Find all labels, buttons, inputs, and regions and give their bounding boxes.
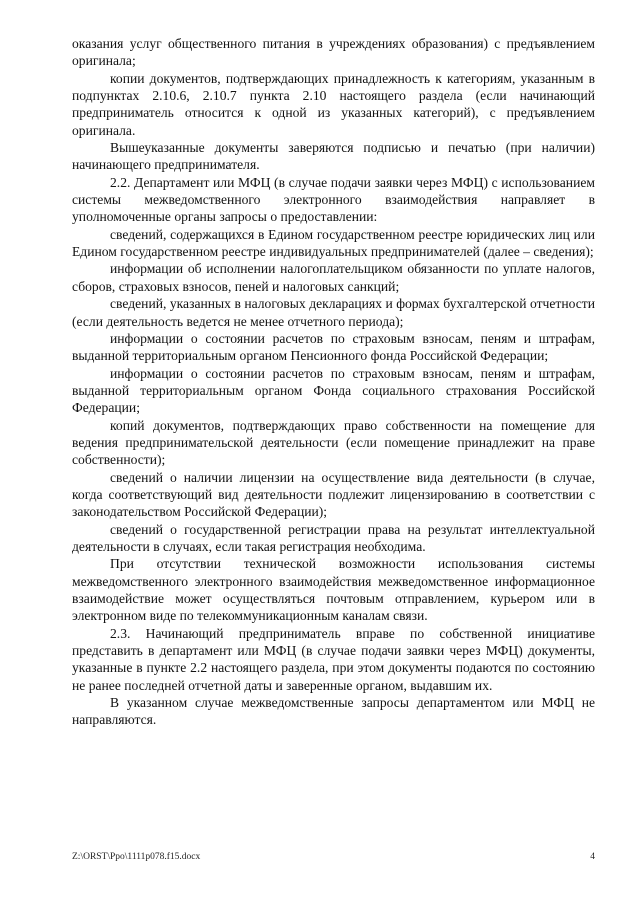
paragraph-section-2-3: 2.3. Начинающий предприниматель вправе по собственной инициативе представить в департамент или МФЦ (в случае подачи заявки через МФЦ) документы, указанные в пункте 2.2 настоящего раздела, при этом документы подаются по состоянию не ранее последней отчетной даты и заверенные органом, выдавшим их. (72, 625, 595, 693)
list-item-license: сведений о наличии лицензии на осуществление вида деятельности (в случае, когда соответствующий вид деятельности подлежит лицензированию в соответствии с законодательством Российской Федерации); (72, 469, 595, 520)
list-item-tax-declarations: сведений, указанных в налоговых декларациях и формах бухгалтерской отчетности (если деятельность ведется не менее отчетного периода); (72, 296, 595, 329)
paragraph-continuation: оказания услуг общественного питания в учреждениях образования) с предъявлением оригинала; (72, 36, 595, 69)
paragraph-no-requests: В указанном случае межведомственные запросы департаментом или МФЦ не направляются. (72, 695, 595, 728)
footer-file-path: Z:\ORST\Ppo\1111p078.f15.docx (72, 852, 201, 862)
page-number: 4 (590, 852, 595, 862)
paragraph-certification: Вышеуказанные документы заверяются подписью и печатью (при наличии) начинающего предпринимателя. (72, 140, 595, 173)
list-item-intellectual-property: сведений о государственной регистрации права на результат интеллектуальной деятельности в случаях, если такая регистрация необходима. (72, 521, 595, 554)
document-body (72, 35, 595, 729)
list-item-pension-fund: информации о состоянии расчетов по страховым взносам, пеням и штрафам, выданной территориальным органом Пенсионного фонда Российской Федерации; (72, 330, 595, 364)
paragraph-document-copies: копии документов, подтверждающих принадлежность к категориям, указанным в подпунктах 2.10.6, 2.10.7 пункта 2.10 настоящего раздела (если начинающий предприниматель относится к одной из указанных категорий), с предъявлением оригинала. (72, 70, 595, 138)
list-item-property-rights: копий документов, подтверждающих право собственности на помещение для ведения предпринимательской деятельности (если помещение принадлежит на праве собственности); (72, 417, 595, 468)
list-item-social-insurance: информации о состоянии расчетов по страховым взносам, пеням и штрафам, выданной территориальным органом Фонда социального страхования Российской Федерации; (72, 365, 595, 416)
paragraph-alternative-delivery: При отсутствии технической возможности использования системы межведомственного электронного взаимодействия межведомственное информационное взаимодействие может осуществляться почтовым отправлением, курьером или в электронном виде по телекоммуникационным каналам связи. (72, 556, 595, 624)
list-item-registry-info: сведений, содержащихся в Едином государственном реестре юридических лиц или Едином государственном реестре индивидуальных предпринимателей (далее – сведения); (72, 226, 595, 260)
paragraph-section-2-2: 2.2. Департамент или МФЦ (в случае подачи заявки через МФЦ) с использованием системы межведомственного электронного взаимодействия направляет в уполномоченные органы запросы о предоставлении: (72, 174, 595, 225)
page-footer (72, 852, 595, 866)
list-item-tax-obligations: информации об исполнении налогоплательщиком обязанности по уплате налогов, сборов, страховых взносов, пеней и налоговых санкций; (72, 261, 595, 294)
